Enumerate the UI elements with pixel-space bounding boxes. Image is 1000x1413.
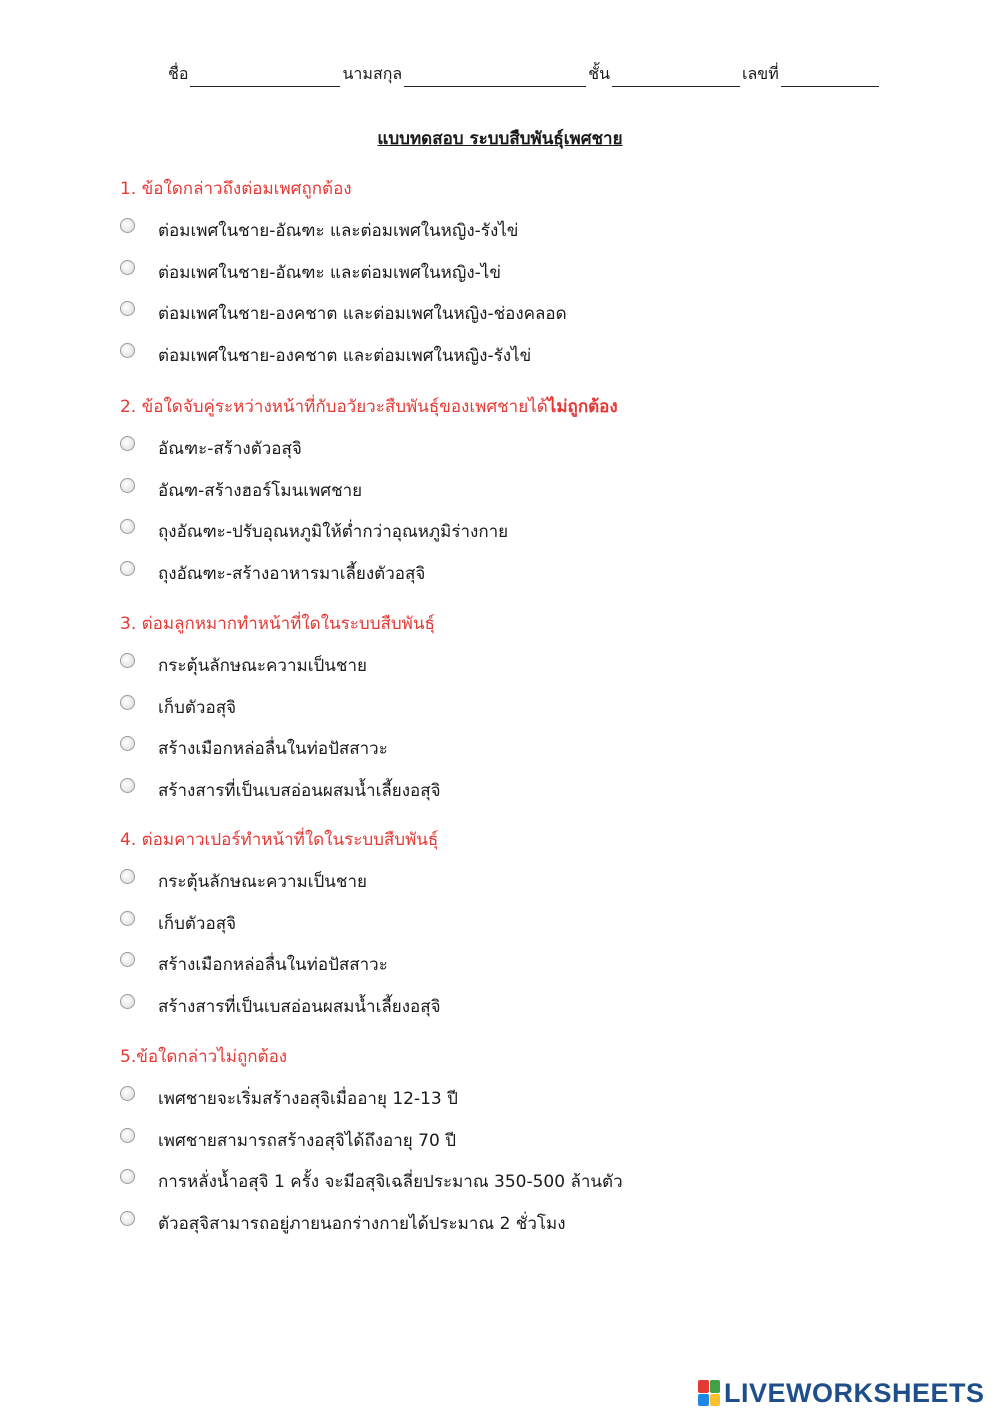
worksheet-title: แบบทดสอบ ระบบสืบพันธุ์เพศชาย bbox=[377, 129, 623, 149]
radio-button-icon[interactable] bbox=[120, 478, 135, 493]
question-2-text bbox=[120, 393, 618, 420]
answer-option[interactable] bbox=[120, 559, 425, 587]
name-label: ชื่อ bbox=[168, 64, 189, 83]
answer-option[interactable] bbox=[120, 992, 441, 1020]
logo-square bbox=[710, 1380, 721, 1393]
answer-option-label: ตัวอสุจิสามารถอยู่ภายนอกร่างกายได้ประมาณ 2 ชั่วโมง bbox=[158, 1213, 566, 1234]
answer-option[interactable] bbox=[120, 693, 236, 721]
answer-option[interactable] bbox=[120, 299, 567, 327]
logo-square bbox=[698, 1394, 709, 1407]
answer-option-label: เก็บตัวอสุจิ bbox=[158, 697, 237, 718]
answer-option[interactable] bbox=[120, 1209, 566, 1237]
logo-square bbox=[698, 1380, 709, 1393]
question-prompt: 2. ข้อใดจับคู่ระหว่างหน้าที่กับอวัยวะสืบพันธุ์ของเพศชายได้ bbox=[120, 397, 548, 417]
answer-option[interactable] bbox=[120, 434, 302, 462]
student-info-line bbox=[168, 62, 888, 87]
answer-option[interactable] bbox=[120, 216, 518, 244]
radio-button-icon[interactable] bbox=[120, 436, 135, 451]
answer-option[interactable] bbox=[120, 258, 501, 286]
radio-button-icon[interactable] bbox=[120, 301, 135, 316]
question-prompt: 3. ต่อมลูกหมากทำหน้าที่ใดในระบบสืบพันธุ์ bbox=[120, 614, 435, 634]
question-prompt: 1. ข้อใดกล่าวถึงต่อมเพศถูกต้อง bbox=[120, 179, 352, 199]
radio-button-icon[interactable] bbox=[120, 952, 135, 967]
question-emphasis: ไม่ถูกต้อง bbox=[547, 397, 618, 417]
logo-square bbox=[710, 1394, 721, 1407]
question-prompt: 5.ข้อใดกล่าวไม่ถูกต้อง bbox=[120, 1047, 288, 1067]
answer-option[interactable] bbox=[120, 1126, 456, 1154]
liveworksheets-logo-icon bbox=[698, 1380, 720, 1406]
answer-option-label: สร้างสารที่เป็นเบสอ่อนผสมน้ำเลี้ยงอสุจิ bbox=[158, 996, 441, 1017]
number-label: เลขที่ bbox=[742, 64, 779, 83]
question-5-text bbox=[120, 1043, 287, 1070]
answer-option-label: ต่อมเพศในชาย-อัณฑะ และต่อมเพศในหญิง-ไข่ bbox=[158, 262, 501, 283]
radio-button-icon[interactable] bbox=[120, 911, 135, 926]
surname-field[interactable] bbox=[404, 70, 586, 87]
answer-option-label: เพศชายสามารถสร้างอสุจิได้ถึงอายุ 70 ปี bbox=[158, 1130, 456, 1151]
class-field[interactable] bbox=[612, 70, 740, 87]
radio-button-icon[interactable] bbox=[120, 1086, 135, 1101]
radio-button-icon[interactable] bbox=[120, 218, 135, 233]
radio-button-icon[interactable] bbox=[120, 343, 135, 358]
radio-button-icon[interactable] bbox=[120, 260, 135, 275]
radio-button-icon[interactable] bbox=[120, 695, 135, 710]
radio-button-icon[interactable] bbox=[120, 653, 135, 668]
answer-option[interactable] bbox=[120, 341, 531, 369]
question-prompt: 4. ต่อมคาวเปอร์ทำหน้าที่ใดในระบบสืบพันธุ์ bbox=[120, 830, 439, 850]
answer-option-label: อัณฑะ-สร้างตัวอสุจิ bbox=[158, 438, 302, 459]
answer-option[interactable] bbox=[120, 517, 508, 545]
answer-option-label: ถุงอัณฑะ-สร้างอาหารมาเลี้ยงตัวอสุจิ bbox=[158, 563, 426, 584]
answer-option-label: ต่อมเพศในชาย-อัณฑะ และต่อมเพศในหญิง-รังไข่ bbox=[158, 220, 519, 241]
answer-option[interactable] bbox=[120, 909, 236, 937]
liveworksheets-brand bbox=[698, 1376, 985, 1410]
answer-option-label: สร้างเมือกหล่อลื่นในท่อปัสสาวะ bbox=[158, 738, 388, 759]
radio-button-icon[interactable] bbox=[120, 561, 135, 576]
answer-option[interactable] bbox=[120, 867, 367, 895]
surname-label: นามสกุล bbox=[342, 64, 403, 83]
answer-option-label: การหลั่งน้ำอสุจิ 1 ครั้ง จะมีอสุจิเฉลี่ยประมาณ 350-500 ล้านตัว bbox=[158, 1171, 623, 1192]
class-label: ชั้น bbox=[588, 64, 610, 83]
answer-option[interactable] bbox=[120, 1084, 458, 1112]
radio-button-icon[interactable] bbox=[120, 869, 135, 884]
radio-button-icon[interactable] bbox=[120, 1211, 135, 1226]
answer-option[interactable] bbox=[120, 651, 367, 679]
answer-option[interactable] bbox=[120, 776, 441, 804]
answer-option-label: อัณฑ-สร้างฮอร์โมนเพศชาย bbox=[158, 480, 363, 501]
radio-button-icon[interactable] bbox=[120, 1128, 135, 1143]
radio-button-icon[interactable] bbox=[120, 519, 135, 534]
answer-option-label: สร้างสารที่เป็นเบสอ่อนผสมน้ำเลี้ยงอสุจิ bbox=[158, 780, 441, 801]
name-field[interactable] bbox=[190, 70, 340, 87]
question-4-text bbox=[120, 826, 438, 853]
answer-option[interactable] bbox=[120, 734, 388, 762]
question-3-text bbox=[120, 610, 435, 637]
answer-option[interactable] bbox=[120, 950, 388, 978]
answer-option-label: เก็บตัวอสุจิ bbox=[158, 913, 237, 934]
radio-button-icon[interactable] bbox=[120, 736, 135, 751]
answer-option[interactable] bbox=[120, 1167, 623, 1195]
answer-option[interactable] bbox=[120, 476, 362, 504]
radio-button-icon[interactable] bbox=[120, 1169, 135, 1184]
answer-option-label: สร้างเมือกหล่อลื่นในท่อปัสสาวะ bbox=[158, 954, 388, 975]
answer-option-label: กระตุ้นลักษณะความเป็นชาย bbox=[158, 871, 367, 892]
answer-option-label: ต่อมเพศในชาย-องคชาต และต่อมเพศในหญิง-รังไข่ bbox=[158, 345, 532, 366]
question-1-text bbox=[120, 175, 352, 202]
number-field[interactable] bbox=[781, 70, 879, 87]
answer-option-label: ถุงอัณฑะ-ปรับอุณหภูมิให้ต่ำกว่าอุณหภูมิร่างกาย bbox=[158, 521, 509, 542]
radio-button-icon[interactable] bbox=[120, 778, 135, 793]
brand-name: LIVEWORKSHEETS bbox=[724, 1377, 985, 1408]
answer-option-label: ต่อมเพศในชาย-องคชาต และต่อมเพศในหญิง-ช่องคลอด bbox=[158, 303, 567, 324]
answer-option-label: เพศชายจะเริ่มสร้างอสุจิเมื่ออายุ 12-13 ปี bbox=[158, 1088, 458, 1109]
answer-option-label: กระตุ้นลักษณะความเป็นชาย bbox=[158, 655, 367, 676]
radio-button-icon[interactable] bbox=[120, 994, 135, 1009]
